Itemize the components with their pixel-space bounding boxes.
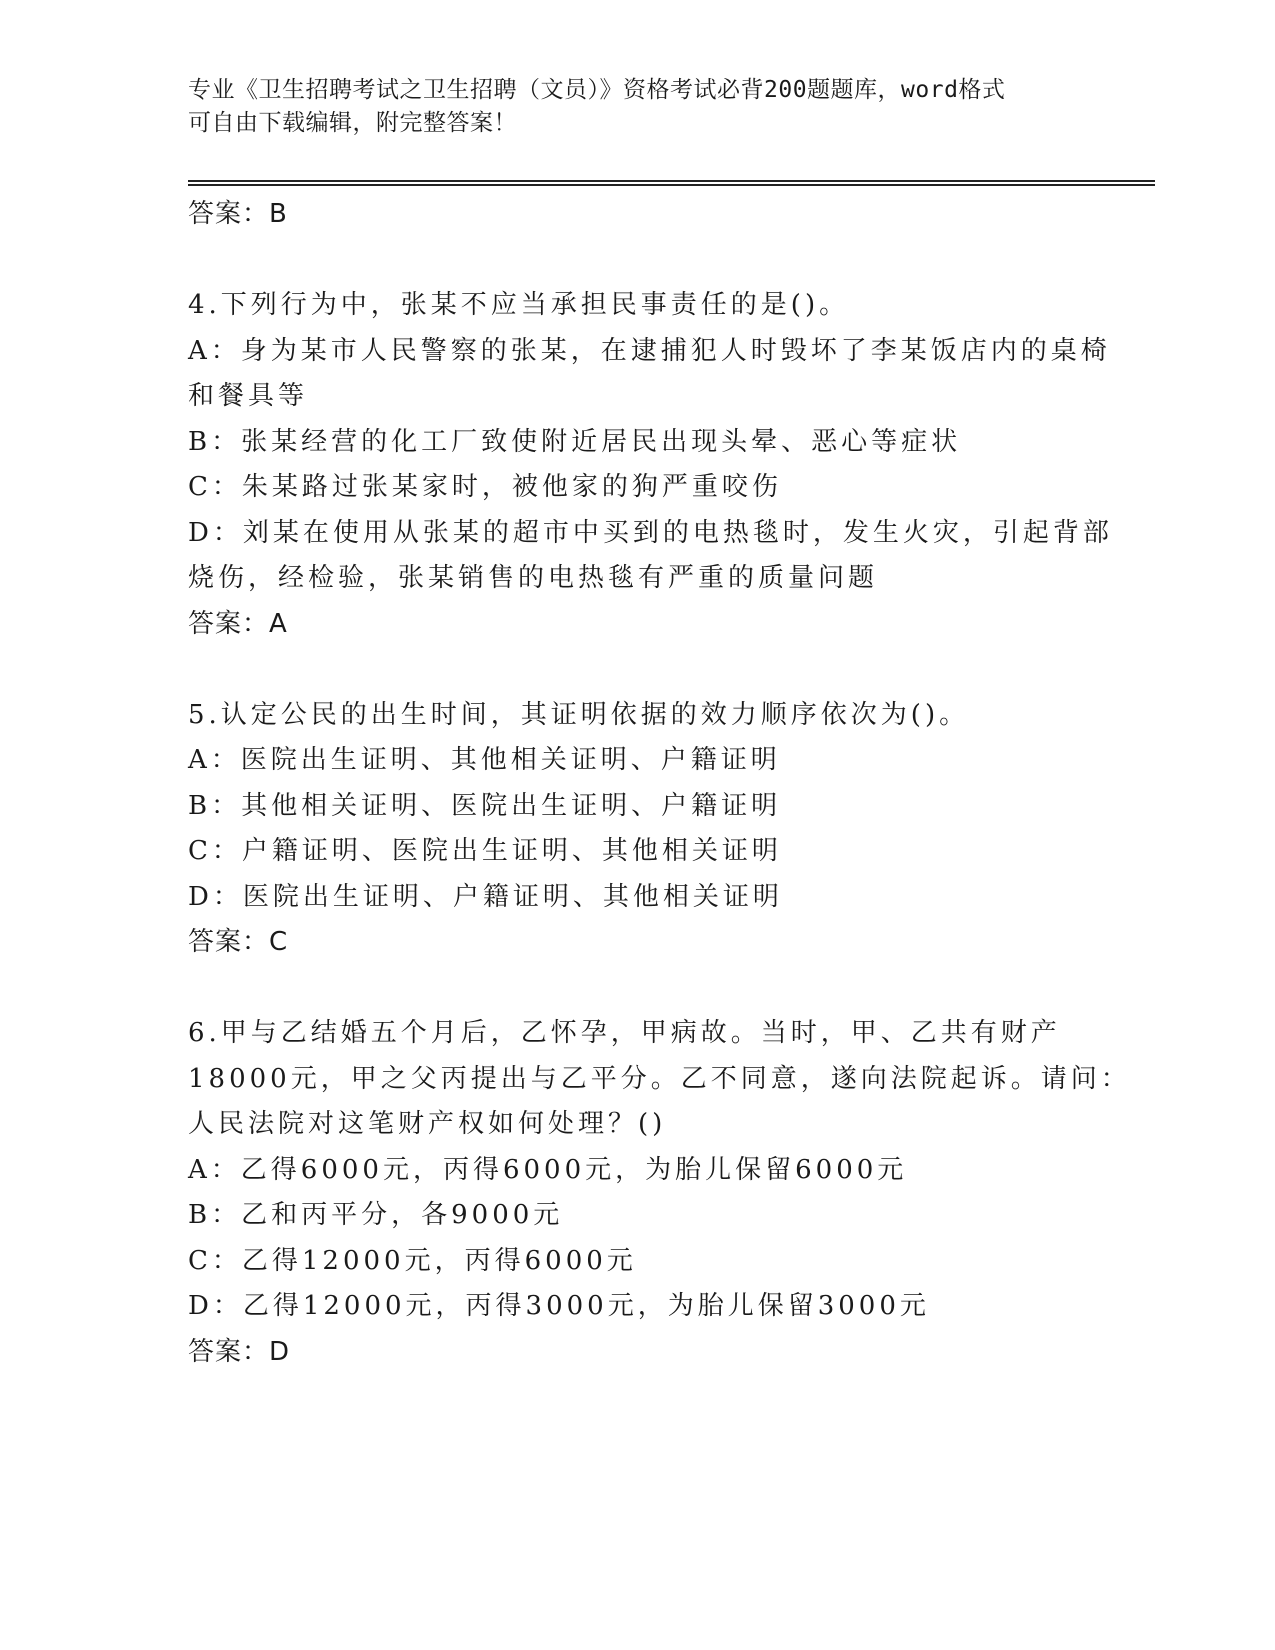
answer-line: 答案：C: [188, 927, 289, 957]
answer-line: 答案：A: [188, 608, 288, 639]
question-block: [188, 283, 1113, 647]
answer-line: 答案：D: [188, 1336, 291, 1367]
option-line: 烧伤，经检验，张某销售的电热毯有严重的质量问题: [188, 563, 879, 593]
answer-line: 答案：B: [188, 199, 288, 229]
question-text: 18000元，甲之父丙提出与乙平分。乙不同意，遂向法院起诉。请问：: [188, 1063, 1131, 1094]
question-text: 人民法院对这笔财产权如何处理？(): [188, 1109, 667, 1139]
option-line: A：乙得6000元，丙得6000元，为胎儿保留6000元: [188, 1154, 908, 1185]
option-line: C：乙得12000元，丙得6000元: [188, 1245, 637, 1276]
header-divider: [188, 180, 1155, 186]
page-header: [188, 74, 1088, 140]
option-line: D：乙得12000元，丙得3000元，为胎儿保留3000元: [188, 1291, 930, 1321]
spacer: [188, 647, 1088, 693]
question-block: [188, 693, 1088, 966]
option-line: D：医院出生证明、户籍证明、其他相关证明: [188, 881, 783, 912]
question-text: 4.下列行为中，张某不应当承担民事责任的是()。: [188, 290, 850, 320]
question-text: 5.认定公民的出生时间，其证明依据的效力顺序依次为()。: [188, 699, 970, 730]
header-line-1: 专业《卫生招聘考试之卫生招聘（文员）》资格考试必背200题题库，word格式: [188, 77, 1006, 103]
option-line: C：朱某路过张某家时，被他家的狗严重咬伤: [188, 472, 782, 502]
question-list: [188, 192, 1131, 1375]
option-line: C：户籍证明、医院出生证明、其他相关证明: [188, 836, 782, 866]
question-text: 6.甲与乙结婚五个月后，乙怀孕，甲病故。当时，甲、乙共有财产: [188, 1018, 1061, 1048]
spacer: [188, 238, 1088, 284]
option-line: A：医院出生证明、其他相关证明、户籍证明: [188, 745, 781, 775]
option-line: B：张某经营的化工厂致使附近居民出现头晕、恶心等症状: [188, 426, 962, 457]
option-line: 和餐具等: [188, 381, 309, 411]
question-block: [188, 1011, 1131, 1375]
header-line-2: 可自由下载编辑，附完整答案！: [188, 110, 517, 136]
spacer: [188, 966, 1088, 1012]
option-line: A：身为某市人民警察的张某，在逮捕犯人时毁坏了李某饭店内的桌椅: [188, 335, 1111, 366]
option-line: D：刘某在使用从张某的超市中买到的电热毯时，发生火灾，引起背部: [188, 517, 1113, 548]
option-line: B：乙和丙平分，各9000元: [188, 1200, 564, 1230]
option-line: B：其他相关证明、医院出生证明、户籍证明: [188, 790, 782, 821]
